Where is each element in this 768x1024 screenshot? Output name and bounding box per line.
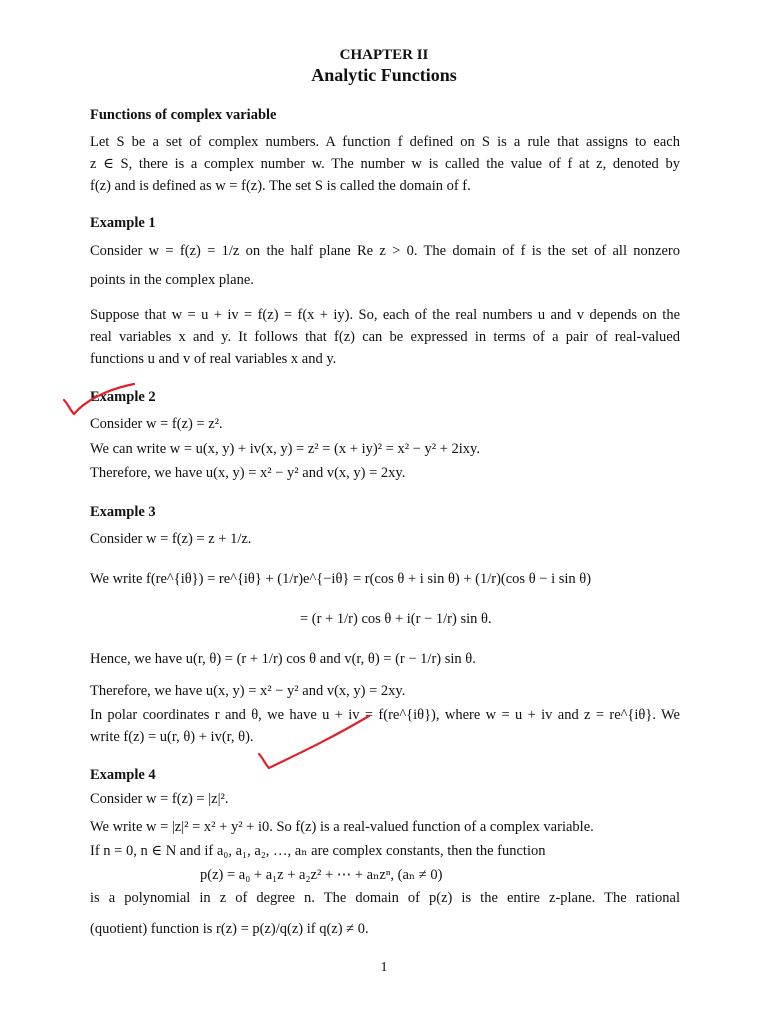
example-3-line-2: We write f(re^{iθ}) = re^{iθ} + (1/r)e^{−iθ} = r(cos θ + i sin θ) + (1/r)(cos θ − i sin θ) (90, 571, 592, 587)
example-4-line-1: Consider w = f(z) = |z|². (90, 791, 229, 807)
example-3-line-1: Consider w = f(z) = z + 1/z. (90, 531, 252, 547)
example-4-line-3: If n = 0, n ∈ N and if a₀, a₁, a₂, …, aₙ are complex constants, then the function (90, 843, 546, 859)
suppose-line-2: real variables x and y. It follows that f(z) can be expressed in terms of a pair of real-valued (90, 329, 680, 345)
example-3-line-7: write f(z) = u(r, θ) + iv(r, θ). (90, 729, 254, 745)
example-2-line-1: Consider w = f(z) = z². (90, 416, 223, 432)
example-4-line-2: We write w = |z|² = x² + y² + i0. So f(z) is a real-valued function of a complex variable. (90, 819, 594, 835)
section-heading: Functions of complex variable (90, 107, 277, 123)
example-2-heading: Example 2 (90, 389, 156, 405)
example-2-line-3: Therefore, we have u(x, y) = x² − y² and v(x, y) = 2xy. (90, 465, 406, 481)
example-1-line-2: points in the complex plane. (90, 272, 254, 288)
example-4-heading: Example 4 (90, 767, 156, 783)
suppose-line-3: functions u and v of real variables x and y. (90, 351, 337, 367)
example-1-line-1: Consider w = f(z) = 1/z on the half plane Re z > 0. The domain of f is the set of all nonzero (90, 243, 680, 259)
intro-line-2: z ∈ S, there is a complex number w. The number w is called the value of f at z, denoted by (90, 156, 680, 172)
page-number: 1 (380, 960, 388, 975)
page-title: Analytic Functions (311, 65, 457, 85)
example-2-line-2: We can write w = u(x, y) + iv(x, y) = z² = (x + iy)² = x² − y² + 2ixy. (90, 441, 480, 457)
example-4-line-5: is a polynomial in z of degree n. The domain of p(z) is the entire z-plane. The rational (90, 890, 680, 906)
chapter-label: CHAPTER II (339, 47, 429, 63)
example-1-heading: Example 1 (90, 215, 156, 231)
example-3-line-5: Therefore, we have u(x, y) = x² − y² and v(x, y) = 2xy. (90, 683, 406, 699)
intro-line-1: Let S be a set of complex numbers. A function f defined on S is a rule that assigns to each (90, 134, 680, 150)
intro-line-3: f(z) and is defined as w = f(z). The set S is called the domain of f. (90, 178, 471, 194)
example-3-line-4: Hence, we have u(r, θ) = (r + 1/r) cos θ and v(r, θ) = (r − 1/r) sin θ. (90, 651, 476, 667)
example-3-line-3: = (r + 1/r) cos θ + i(r − 1/r) sin θ. (300, 611, 492, 627)
example-3-line-6: In polar coordinates r and θ, we have u + iv = f(re^{iθ}), where w = u + iv and z = re^{iθ}. We (90, 707, 680, 723)
red-check-mark-2 (255, 712, 375, 772)
example-4-line-4: p(z) = a₀ + a₁z + a₂z² + ⋯ + aₙzⁿ, (aₙ ≠ 0) (200, 867, 443, 883)
suppose-line-1: Suppose that w = u + iv = f(z) = f(x + iy). So, each of the real numbers u and v depends on the (90, 307, 680, 323)
red-check-mark-1 (60, 380, 140, 420)
example-3-heading: Example 3 (90, 504, 156, 520)
example-4-line-6: (quotient) function is r(z) = p(z)/q(z) if q(z) ≠ 0. (90, 921, 369, 937)
